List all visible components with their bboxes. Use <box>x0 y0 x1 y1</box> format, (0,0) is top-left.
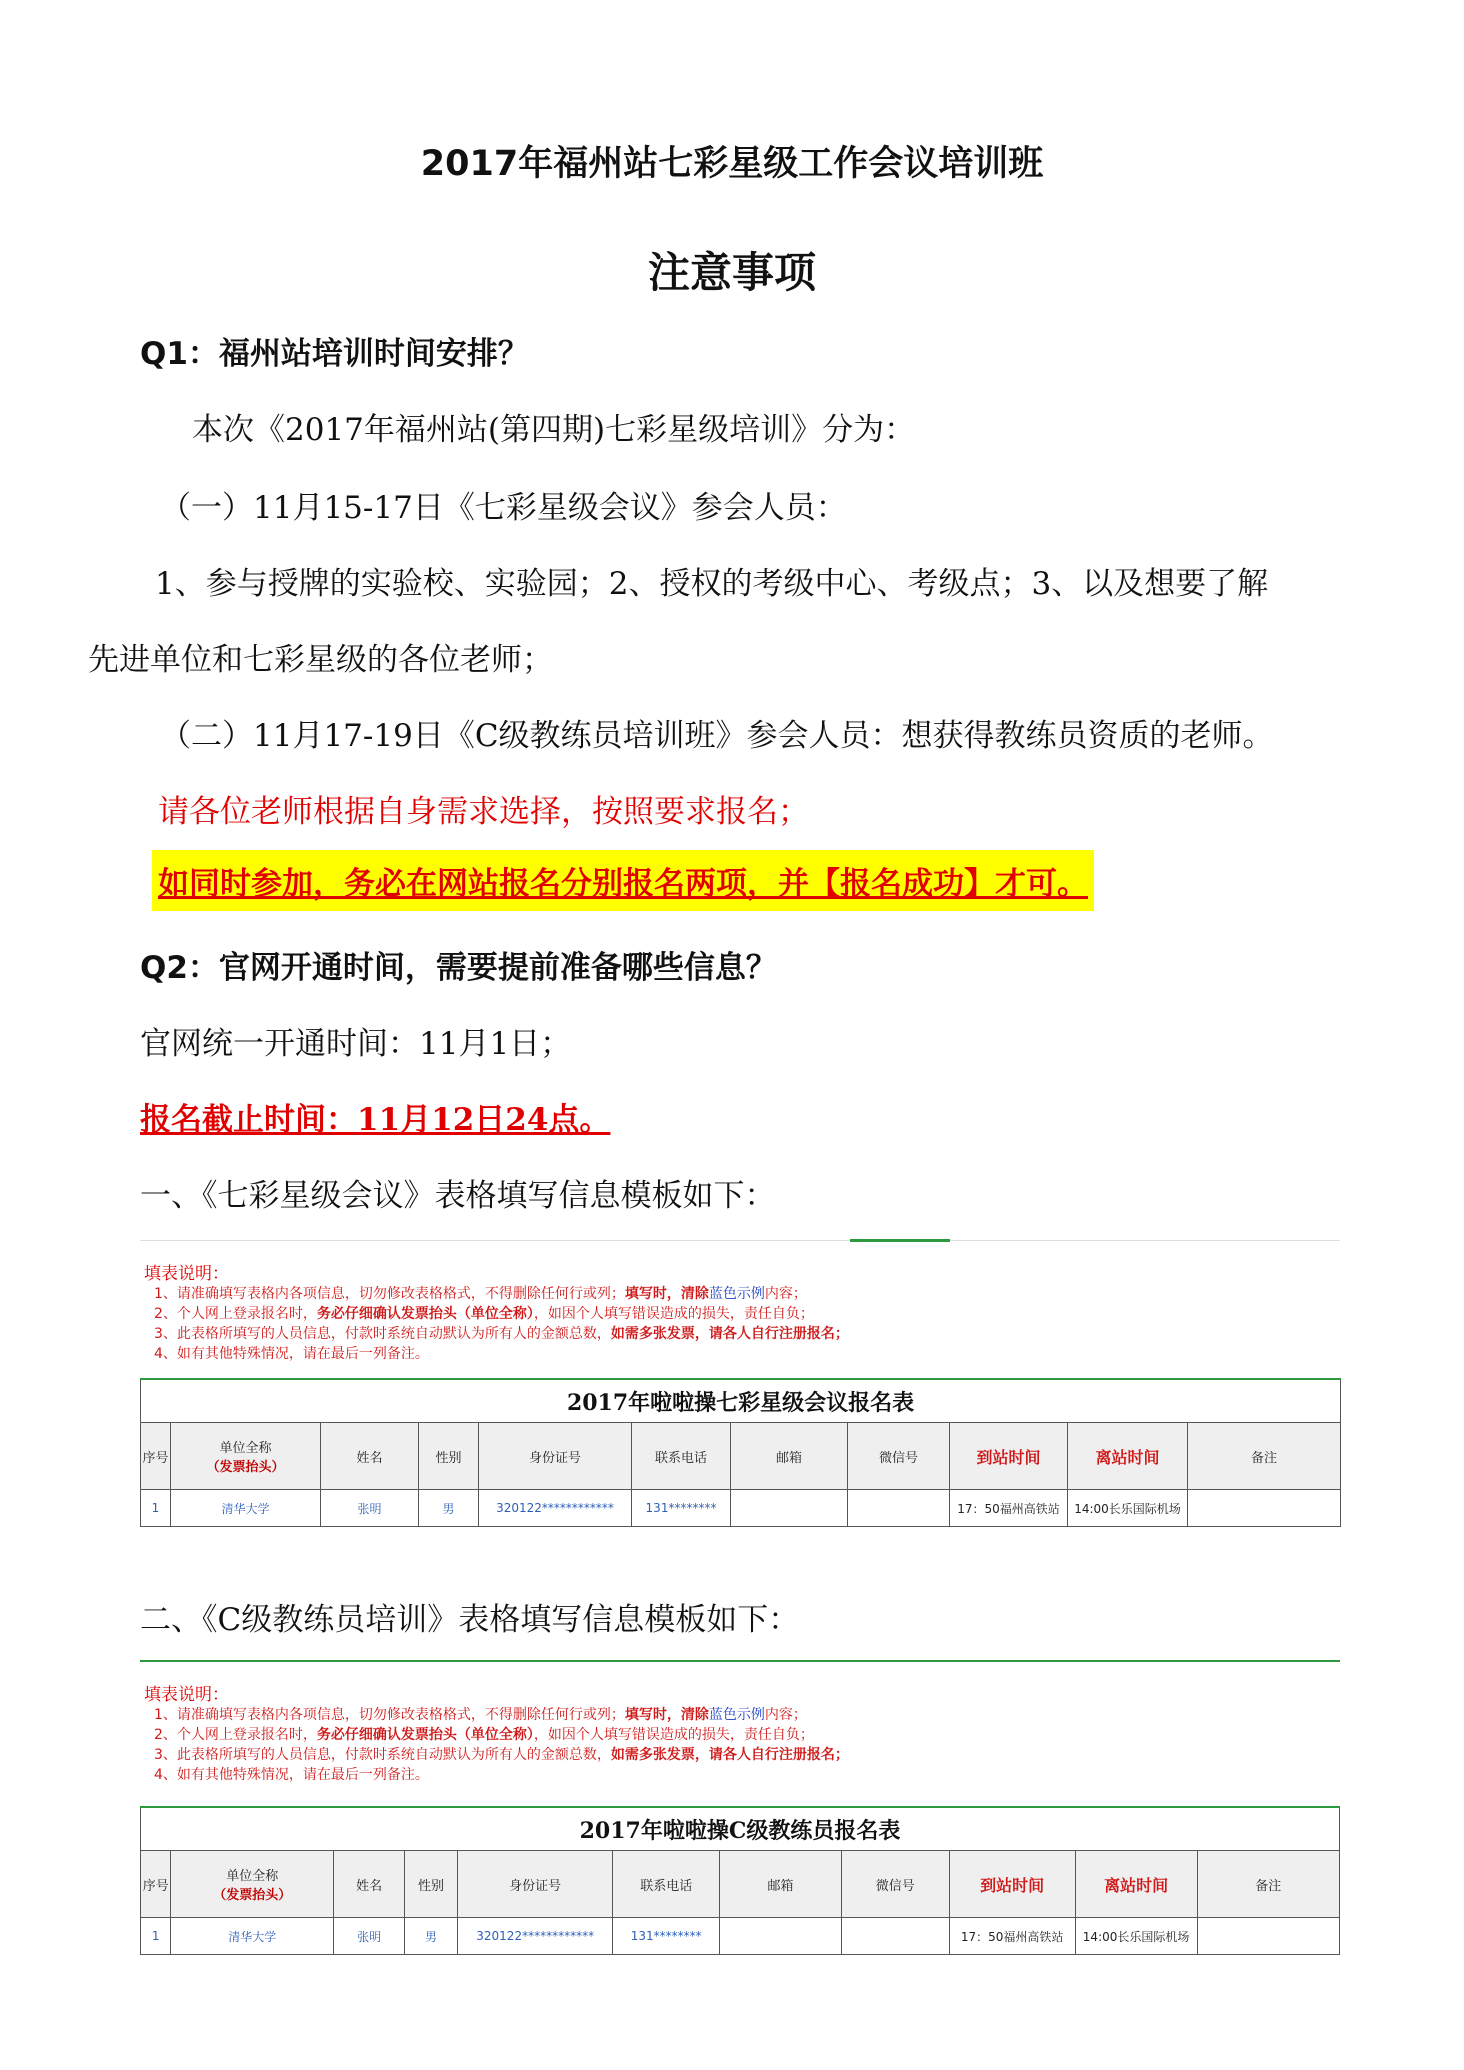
q1-note-red: 请各位老师根据自身需求选择，按照要求报名； <box>158 794 809 830</box>
cell-no: 1 <box>141 1918 171 1955</box>
document-subtitle: 注意事项 <box>647 248 816 297</box>
th-name: 姓名 <box>334 1851 405 1918</box>
cell-wechat <box>848 1490 950 1527</box>
cell-phone: 131******** <box>613 1918 720 1955</box>
form1-instr-line1: 1、请准确填写表格内各项信息，切勿修改表格格式，不得删除任何行或列；填写时，清除蓝色示例内容； <box>154 1286 807 1302</box>
form1-instr-line4: 4、如有其他特殊情况，请在最后一列备注。 <box>154 1346 429 1362</box>
th-phone: 联系电话 <box>632 1423 731 1490</box>
form1-instr-line3: 3、此表格所填写的人员信息，付款时系统自动默认为所有人的金额总数，如需多张发票，请各人自行注册报名； <box>154 1326 849 1342</box>
th-gender: 性别 <box>419 1423 479 1490</box>
q1-note-highlight <box>152 850 1094 911</box>
form2-instr-line1: 1、请准确填写表格内各项信息，切勿修改表格格式，不得删除任何行或列；填写时，清除蓝色示例内容； <box>154 1707 807 1723</box>
cell-id: 320122************ <box>479 1490 632 1527</box>
form1-table <box>140 1378 1341 1527</box>
th-id: 身份证号 <box>457 1851 612 1918</box>
cell-no: 1 <box>141 1490 171 1527</box>
cell-gender: 男 <box>405 1918 458 1955</box>
document-title: 2017年福州站七彩星级工作会议培训班 <box>420 144 1044 184</box>
cell-arrive: 17：50福州高铁站 <box>950 1490 1068 1527</box>
q1-note-highlight-text: 如同时参加，务必在网站报名分别报名两项，并【报名成功】才可。 <box>158 866 1088 902</box>
cell-email <box>720 1918 842 1955</box>
cell-unit: 清华大学 <box>171 1918 334 1955</box>
th-remark: 备注 <box>1197 1851 1339 1918</box>
form2-instr-line3: 3、此表格所填写的人员信息，付款时系统自动默认为所有人的金额总数，如需多张发票，请各人自行注册报名； <box>154 1747 849 1763</box>
cell-depart: 14:00长乐国际机场 <box>1068 1490 1188 1527</box>
cell-remark <box>1197 1918 1339 1955</box>
th-wechat: 微信号 <box>848 1423 950 1490</box>
form1-instr-line2: 2、个人网上登录报名时，务必仔细确认发票抬头（单位全称），如因个人填写错误造成的损失，责任自负； <box>154 1306 814 1322</box>
q1-part2: （二）11月17-19日《C级教练员培训班》参会人员：想获得教练员资质的老师。 <box>160 718 1274 754</box>
q2-deadline: 报名截止时间：11月12日24点。 <box>140 1102 611 1138</box>
cell-name: 张明 <box>334 1918 405 1955</box>
th-email: 邮箱 <box>720 1851 842 1918</box>
q1-intro: 本次《2017年福州站(第四期)七彩星级培训》分为： <box>192 412 916 448</box>
th-no: 序号 <box>141 1423 171 1490</box>
cell-depart: 14:00长乐国际机场 <box>1075 1918 1197 1955</box>
th-phone: 联系电话 <box>613 1851 720 1918</box>
th-id: 身份证号 <box>479 1423 632 1490</box>
cell-remark <box>1188 1490 1341 1527</box>
cell-unit: 清华大学 <box>171 1490 321 1527</box>
th-depart: 离站时间 <box>1075 1851 1197 1918</box>
form1-caption: 2017年啦啦操七彩星级会议报名表 <box>141 1379 1341 1423</box>
form2-table <box>140 1806 1340 1955</box>
cell-phone: 131******** <box>632 1490 731 1527</box>
form2-instr-line4: 4、如有其他特殊情况，请在最后一列备注。 <box>154 1767 429 1783</box>
form2-instructions <box>140 1660 1340 1802</box>
cell-gender: 男 <box>419 1490 479 1527</box>
form-template-2 <box>140 1660 1340 1960</box>
th-wechat: 微信号 <box>841 1851 949 1918</box>
th-arrive: 到站时间 <box>950 1423 1068 1490</box>
form2-header-row <box>141 1851 1340 1918</box>
cell-email <box>731 1490 848 1527</box>
th-no: 序号 <box>141 1851 171 1918</box>
form1-green-tab <box>850 1239 950 1242</box>
table-row <box>141 1490 1341 1527</box>
cell-id: 320122************ <box>457 1918 612 1955</box>
th-remark: 备注 <box>1188 1423 1341 1490</box>
form1-header-row <box>141 1423 1341 1490</box>
q2-open-time: 官网统一开通时间：11月1日； <box>140 1026 572 1062</box>
th-unit: 单位全称 （发票抬头） <box>171 1423 321 1490</box>
form2-instr-line2: 2、个人网上登录报名时，务必仔细确认发票抬头（单位全称），如因个人填写错误造成的损失，责任自负； <box>154 1727 814 1743</box>
q1-part1: （一）11月15-17日《七彩星级会议》参会人员： <box>160 490 847 526</box>
form-template-1 <box>140 1240 1340 1525</box>
form1-instructions <box>140 1240 1340 1373</box>
cell-wechat <box>841 1918 949 1955</box>
th-depart: 离站时间 <box>1068 1423 1188 1490</box>
q2-heading: Q2：官网开通时间，需要提前准备哪些信息？ <box>140 950 777 986</box>
cell-name: 张明 <box>321 1490 419 1527</box>
form1-instructions-heading: 填表说明： <box>144 1264 229 1284</box>
th-unit: 单位全称 （发票抬头） <box>171 1851 334 1918</box>
th-email: 邮箱 <box>731 1423 848 1490</box>
th-arrive: 到站时间 <box>949 1851 1075 1918</box>
q1-heading: Q1：福州站培训时间安排？ <box>140 336 529 372</box>
table-row <box>141 1918 1340 1955</box>
q1-part1-detail-line2: 先进单位和七彩星级的各位老师； <box>88 642 553 678</box>
form2-caption: 2017年啦啦操C级教练员报名表 <box>141 1807 1340 1851</box>
th-gender: 性别 <box>405 1851 458 1918</box>
form2-instructions-heading: 填表说明： <box>144 1685 229 1705</box>
q1-part1-detail-line1: 1、参与授牌的实验校、实验园；2、授权的考级中心、考级点；3、以及想要了解 <box>155 566 1269 602</box>
template2-label: 二、《C级教练员培训》表格填写信息模板如下： <box>140 1602 800 1638</box>
template1-label: 一、《七彩星级会议》表格填写信息模板如下： <box>140 1178 776 1214</box>
th-name: 姓名 <box>321 1423 419 1490</box>
cell-arrive: 17：50福州高铁站 <box>949 1918 1075 1955</box>
